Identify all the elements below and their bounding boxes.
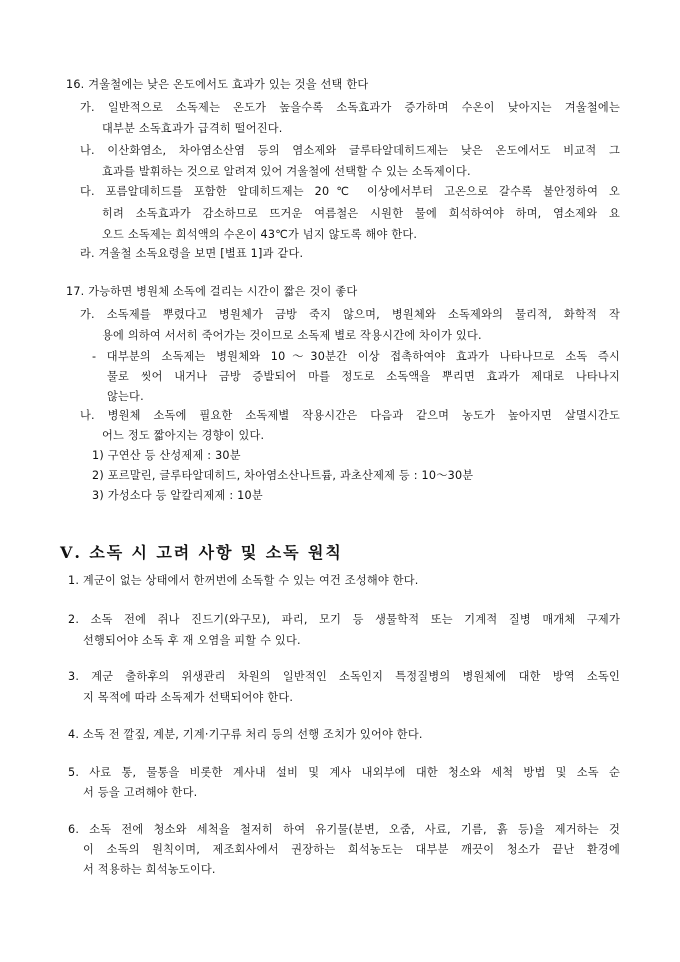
item17-numbered-1: 1) 구연산 등 산성제제 : 30분 [92,449,241,462]
item17-dash-line3: 않는다. [107,390,144,403]
principle-5-line2: 서 등을 고려해야 한다. [83,786,198,799]
principle-6-line1: 6. 소독 전에 청소와 세척을 철저히 하여 유기물(분변, 오줌, 사료, 기름, 흙 등)을 제거하는 것 [68,823,620,836]
principle-2-line2: 선행되어야 소독 후 재 오염을 피할 수 있다. [83,634,301,647]
item16-c-line1: 다. 포름알데히드를 포함한 알데히드제는 20℃ 이상에서부터 고온으로 갈수록 불안정하여 오 [80,185,620,198]
principle-1: 1. 계군이 없는 상태에서 한꺼번에 소독할 수 있는 여건 조성해야 한다. [68,574,419,587]
section-heading: Ⅴ. 소독 시 고려 사항 및 소독 원칙 [60,543,343,562]
item17-title: 17. 가능하면 병원체 소독에 걸리는 시간이 짧은 것이 좋다 [66,285,358,298]
item17-a-line1: 가. 소독제를 뿌렸다고 병원체가 금방 죽지 않으며, 병원체와 소독제와의 물리적, 화학적 작 [80,308,620,321]
principle-5-line1: 5. 사료 통, 물통을 비롯한 계사내 설비 및 계사 내외부에 대한 청소와 세척 방법 및 소독 순 [68,766,620,779]
item16-c-line2: 히려 소독효과가 감소하므로 뜨거운 여름철은 시원한 물에 희석하여야 하며, 염소제와 요 [102,207,620,220]
item16-c-line3: 오드 소독제는 희석액의 수온이 43℃가 넘지 않도록 해야 한다. [102,228,418,241]
item17-b-line2: 어느 정도 짧아지는 경향이 있다. [102,429,265,442]
item17-b-line1: 나. 병원체 소독에 필요한 소독제별 작용시간은 다음과 같으며 농도가 높아지면 살멸시간도 [80,409,620,422]
principle-3-line2: 지 목적에 따라 소독제가 선택되어야 한다. [83,691,294,704]
item16-b-line2: 효과를 발휘하는 것으로 알려져 있어 겨울철에 선택할 수 있는 소독제이다. [102,165,471,178]
item16-d-line1: 라. 겨울철 소독요령을 보면 [별표 1]과 같다. [80,247,304,260]
principle-6-line3: 서 적용하는 희석농도이다. [83,863,216,876]
item16-a-line1: 가. 일반적으로 소독제는 온도가 높을수록 소독효과가 증가하며 수온이 낮아지는 겨울철에는 [80,101,620,114]
item17-numbered-3: 3) 가성소다 등 알칼리제제 : 10분 [92,489,263,502]
principle-4: 4. 소독 전 깔짚, 계분, 기계·기구류 처리 등의 선행 조치가 있어야 한다. [68,728,423,741]
principle-6-line2: 이 소독의 원칙이며, 제조회사에서 권장하는 희석농도는 대부분 깨끗이 청소가 끝난 환경에 [83,843,620,856]
item17-dash-line1: - 대부분의 소독제는 병원체와 10～30분간 이상 접촉하여야 효과가 나타나므로 소독 즉시 [92,350,620,363]
principle-2-line1: 2. 소독 전에 쥐나 진드기(와구모), 파리, 모기 등 생물학적 또는 기계적 질병 매개체 구제가 [68,613,620,626]
item17-numbered-2: 2) 포르말린, 글루타알데히드, 차아염소산나트륨, 과초산제제 등 : 10～30분 [92,469,474,482]
principle-3-line1: 3. 계군 출하후의 위생관리 차원의 일반적인 소독인지 특정질병의 병원체에 대한 방역 소독인 [68,670,620,683]
item16-a-line2: 대부분 소독효과가 급격히 떨어진다. [102,122,283,135]
item16-b-line1: 나. 이산화염소, 차아염소산염 등의 염소제와 글루타알데히드제는 낮은 온도에서도 비교적 그 [80,144,620,157]
item17-dash-line2: 물로 씻어 내거나 금방 증발되어 마를 정도로 소독액을 뿌리면 효과가 제대로 나타나지 [107,370,620,383]
item17-a-line2: 용에 의하여 서서히 죽어가는 것이므로 소독제 별로 작용시간에 차이가 있다. [102,329,482,342]
item16-title: 16. 겨울철에는 낮은 온도에서도 효과가 있는 것을 선택 한다 [66,78,369,91]
